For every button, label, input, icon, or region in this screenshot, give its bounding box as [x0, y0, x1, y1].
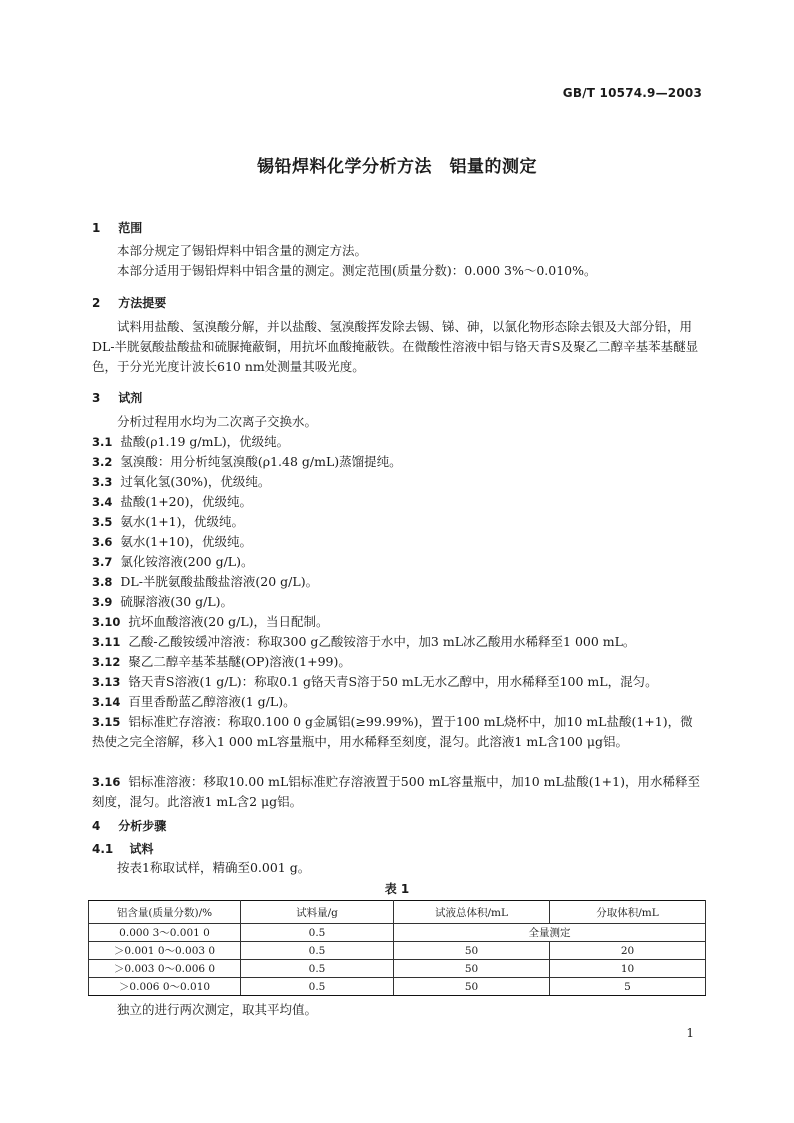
- reagent-item: 3.7 氯化铵溶液(200 g/L)。: [92, 554, 254, 569]
- section-3-intro: 分析过程用水均为二次离子交换水。: [117, 414, 318, 429]
- reagent-item: 3.1 盐酸(ρ1.19 g/mL)，优级纯。: [92, 434, 290, 449]
- table-cell: 0.5: [241, 978, 394, 996]
- page-number: 1: [686, 1026, 694, 1040]
- table-header-cell: 铝含量(质量分数)/%: [89, 901, 241, 924]
- section-1-para-2: 本部分适用于锡铅焊料中铝含量的测定。测定范围(质量分数)：0.000 3%～0.010%。: [117, 263, 597, 278]
- table-header-cell: 试料量/g: [241, 901, 394, 924]
- table-note: 独立的进行两次测定，取其平均值。: [117, 1002, 318, 1017]
- section-2-para-1: 试料用盐酸、氢溴酸分解，并以盐酸、氢溴酸挥发除去锡、锑、砷，以氯化物形态除去银及大部分铅，用DL-半胱氨酸盐酸盐和硫脲掩蔽铜，用抗坏血酸掩蔽铁。在微酸性溶液中铝与铬天青S及聚乙二醇辛基苯基醚显色，于分光光度计波长610 nm处测量其吸光度。: [92, 319, 699, 374]
- reagent-item: 3.5 氨水(1+1)，优级纯。: [92, 514, 245, 529]
- reagent-item: 3.15 铝标准贮存溶液：称取0.100 0 g金属铝(≥99.99%)，置于100 mL烧杯中，加10 mL盐酸(1+1)，微热使之完全溶解，移入1 000 mL容量瓶中，用水稀释至刻度，混匀。此溶液1 mL含100 μg铝。: [92, 714, 693, 749]
- reagent-item: 3.9 硫脲溶液(30 g/L)。: [92, 594, 234, 609]
- table-cell: ＞0.001 0～0.003 0: [89, 942, 241, 960]
- table-header-cell: 试液总体积/mL: [394, 901, 550, 924]
- reagent-item: 3.12 聚乙二醇辛基苯基醚(OP)溶液(1+99)。: [92, 654, 351, 669]
- table-row: [89, 978, 706, 996]
- page-title: 锡铅焊料化学分析方法 铝量的测定: [257, 157, 537, 177]
- table-cell: ＞0.006 0～0.010: [89, 978, 241, 996]
- table-cell: 0.000 3～0.001 0: [89, 924, 241, 942]
- table-cell: 10: [550, 960, 706, 978]
- reagent-item: 3.6 氨水(1+10)，优级纯。: [92, 534, 252, 549]
- section-1-heading: 1 范围: [92, 221, 143, 235]
- section-4-heading: 4 分析步骤: [92, 819, 167, 833]
- table-cell: 0.5: [241, 942, 394, 960]
- reagent-item: 3.14 百里香酚蓝乙醇溶液(1 g/L)。: [92, 694, 296, 709]
- table-caption: 表 1: [384, 882, 410, 896]
- table-row: [89, 942, 706, 960]
- reagent-item: 3.13 铬天青S溶液(1 g/L)：称取0.1 g铬天青S溶于50 mL无水乙醇中，用水稀释至100 mL，混匀。: [92, 674, 658, 689]
- table-cell: 20: [550, 942, 706, 960]
- table-cell: 50: [394, 960, 550, 978]
- table-cell: 50: [394, 942, 550, 960]
- section-1-para-1: 本部分规定了锡铅焊料中铝含量的测定方法。: [117, 243, 368, 258]
- table-row: [89, 960, 706, 978]
- table-cell: 0.5: [241, 960, 394, 978]
- table-cell-merged: 全量测定: [394, 924, 706, 942]
- reagent-item: 3.4 盐酸(1+20)，优级纯。: [92, 494, 252, 509]
- reagent-item: 3.16 铝标准溶液：移取10.00 mL铝标准贮存溶液置于500 mL容量瓶中，加10 mL盐酸(1+1)，用水稀释至刻度，混匀。此溶液1 mL含2 μg铝。: [92, 774, 700, 809]
- reagent-item: 3.2 氢溴酸：用分析纯氢溴酸(ρ1.48 g/mL)蒸馏提纯。: [92, 454, 402, 469]
- table-cell: 5: [550, 978, 706, 996]
- table-header-cell: 分取体积/mL: [550, 901, 706, 924]
- table-row: [89, 924, 706, 942]
- table-cell: 50: [394, 978, 550, 996]
- reagent-item: 3.11 乙酸-乙酸铵缓冲溶液：称取300 g乙酸铵溶于水中，加3 mL冰乙酸用水稀释至1 000 mL。: [92, 634, 636, 649]
- section-4-1-para-1: 按表1称取试样，精确至0.001 g。: [117, 860, 311, 875]
- section-2-heading: 2 方法提要: [92, 296, 167, 310]
- reagent-item: 3.8 DL-半胱氨酸盐酸盐溶液(20 g/L)。: [92, 574, 319, 589]
- section-4-1-heading: 4.1 试料: [92, 842, 154, 856]
- reagent-item: 3.3 过氧化氢(30%)，优级纯。: [92, 474, 271, 489]
- table-cell: ＞0.003 0～0.006 0: [89, 960, 241, 978]
- table-header-row: [89, 901, 706, 924]
- sample-table: [88, 900, 706, 996]
- table-cell: 0.5: [241, 924, 394, 942]
- section-3-heading: 3 试剂: [92, 391, 143, 405]
- standard-code: GB/T 10574.9—2003: [562, 86, 702, 100]
- reagent-item: 3.10 抗坏血酸溶液(20 g/L)，当日配制。: [92, 614, 329, 629]
